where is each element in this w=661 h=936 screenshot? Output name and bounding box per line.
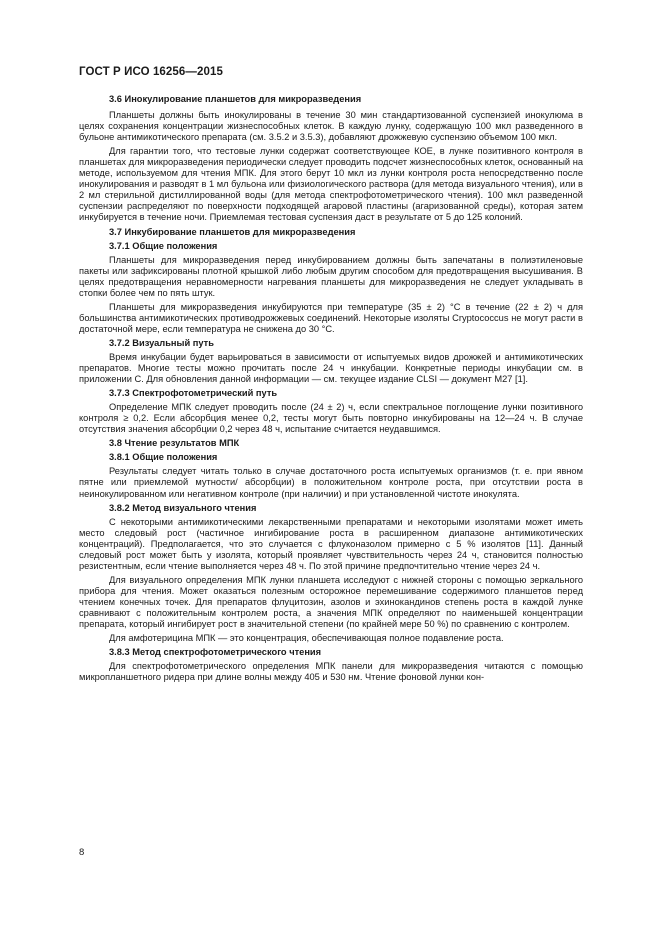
subsection-heading: 3.8.1 Общие положения [109,452,218,463]
document-body [79,94,583,687]
paragraph: Определение МПК следует проводить после (24 ± 2) ч, если спектральное поглощение лунки позитивного контроля ≥ 0,2. Если абсорбция менее 0,2, тесты могут быть повторно инкубированы на 12—24 ч. В случае отсутствия значения абсорбции 0,2 через 48 ч, испытание считается неудавшимся. [79,402,583,435]
subsection-heading: 3.8.3 Метод спектрофотометрического чтения [109,647,322,658]
subsection-heading: 3.7.1 Общие положения [109,240,218,251]
document-header: ГОСТ Р ИСО 16256—2015 [79,66,224,78]
section-heading: 3.8 Чтение результатов МПК [109,438,240,449]
paragraph: Для спектрофотометрического определения МПК панели для микроразведения читаются с помощью микропланшетного ридера при длине волны между 405 и 530 нм. Чтение фоновой лунки кон- [79,661,583,683]
paragraph: Планшеты для микроразведения перед инкубированием должны быть запечатаны в полиэтиленовые пакеты или зафиксированы плотной крышкой либо любым другим способом для предотвращения высушивания. В целях предотвращения неравномерности нагревания планшеты для микроразведения не следует укладывать в стопки более чем по пять штук. [79,254,583,298]
paragraph: Планшеты должны быть инокулированы в течение 30 мин стандартизованной суспензией инокулюма в целях сохранения концентрации жизнеспособных клеток. В каждую лунку, содержащую 100 мкл разведенного в бульоне антимикотического препарата (см. 3.5.2 и 3.5.3), добавляют дрожжевую суспензию объемом 100 мкл. [79,110,583,143]
subsection-heading: 3.8.2 Метод визуального чтения [109,502,257,513]
section-heading: 3.6 Инокулирование планшетов для микроразведения [109,94,362,104]
paragraph: Планшеты для микроразведения инкубируются при температуре (35 ± 2) °С в течение (22 ± 2) ч для большинства антимикотических противодрожжевых соединений. Некоторые изоляты Cryptococcus не могут расти в достаточной мере, если температура не снижена до 30 °С. [79,301,583,334]
paragraph: С некоторыми антимикотическими лекарственными препаратами и некоторыми изолятами может иметь место следовый рост (частичное ингибирование роста в расширенном диапазоне антимикотических концентраций). Предполагается, что это случается с флуконазолом примерно с 5 % изолятов [11]. Данный следовый рост может быть у изолята, который проявляет чувствительность через 24 ч, становится полностью резистентным, если чтение выполняется через 48 ч. По этой причине предпочтительно чтение через 24 ч. [79,516,583,571]
paragraph: Для визуального определения МПК лунки планшета исследуют с нижней стороны с помощью зеркального прибора для чтения. Может оказаться полезным осторожное перемешивание содержимого планшетов перед чтением конечных точек. Для препаратов флуцитозин, азолов и эхинокандинов степень роста в каждой лунке сравнивают с положительным контролем роста, а значения МПК определяют по наименьшей концентрации препарата, который ингибирует рост в значительной степени (по крайней мере 50 %) по сравнению с контролем. [79,574,583,630]
page-number: 8 [79,847,85,858]
subsection-heading: 3.7.2 Визуальный путь [109,337,214,348]
paragraph: Время инкубации будет варьироваться в зависимости от испытуемых видов дрожжей и антимикотических препаратов. Многие тесты можно прочитать после 24 ч инкубации. Конкретные периоды инкубации см. в приложении С. Для обновления данной информации — см. текущее издание CLSI — документ M27 [1]. [79,351,583,385]
paragraph: Для гарантии того, что тестовые лунки содержат соответствующее КОЕ, в лунке позитивного контроля в планшетах для микроразведения периодически следует проводить подсчет жизнеспособных клеток, основанный на методе, используемом для чтения МПК. Для этого берут 10 мкл из лунки контроля роста непосредственно после инокулирования и разводят в 1 мл бульона или физиологического раствора (для метода визуального чтения), или в 2 мл стерильной дистиллированной воды (для метода спектрофотометрического чтения). 100 мкл разведенной суспензии распределяют по поверхности подходящей агаровой пластины (агаризованной среды), которая затем инкубируется в течение ночи. Приемлемая тестовая суспензия даст в результате от 5 до 125 колоний. [79,146,583,223]
paragraph: Для амфотерицина МПК — это концентрация, обеспечивающая полное подавление роста. [109,633,504,644]
subsection-heading: 3.7.3 Спектрофотометрический путь [109,388,278,399]
section-heading: 3.7 Инкубирование планшетов для микроразведения [109,226,356,237]
paragraph: Результаты следует читать только в случае достаточного роста испытуемых организмов (т. е. при явном пятне или приемлемой мутности/ абсорбции) в положительном контроле роста, при отсутствии роста в неинокулированном или негативном контроле (при наличии) и при установленной чистоте инокулята. [79,466,583,499]
